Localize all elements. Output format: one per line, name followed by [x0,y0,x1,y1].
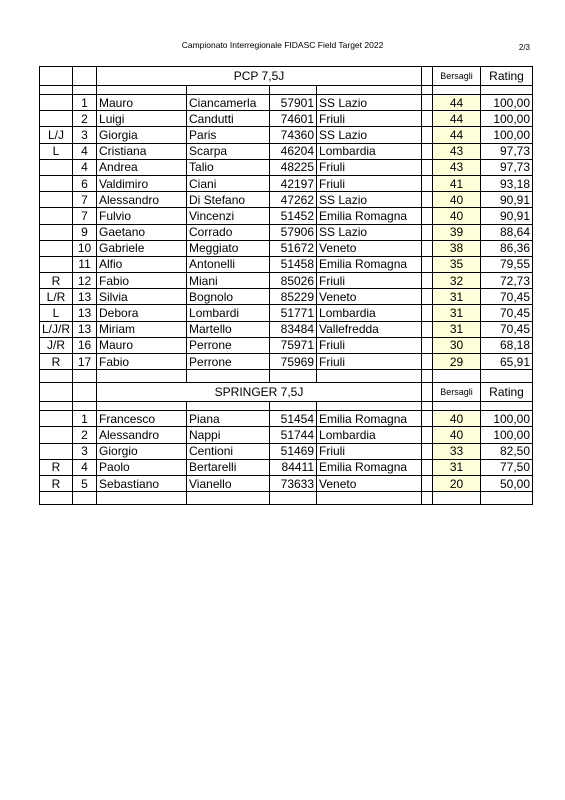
result-row [40,143,533,159]
category-cell: L [40,305,73,321]
last-name-cell: Vincenzi [187,208,270,224]
score-cell: 41 [433,175,481,191]
first-name-cell: Luigi [97,111,187,127]
empty-cell [433,86,481,95]
empty-cell [40,492,73,505]
empty-cell [73,370,97,383]
empty-cell [422,95,433,111]
first-name-cell: Sebastiano [97,475,187,491]
rating-cell: 90,91 [481,208,533,224]
rating-cell: 65,91 [481,354,533,370]
region-cell: SS Lazio [317,192,422,208]
license-number-cell: 57906 [270,224,317,240]
last-name-cell: Paris [187,127,270,143]
result-row [40,95,533,111]
region-cell: Friuli [317,443,422,459]
rating-cell: 86,36 [481,240,533,256]
empty-cell [422,443,433,459]
rating-cell: 70,45 [481,289,533,305]
empty-cell [422,86,433,95]
last-name-cell: Vianello [187,475,270,491]
empty-cell [40,67,73,86]
category-cell [40,427,73,443]
first-name-cell: Alfio [97,256,187,272]
first-name-cell: Giorgio [97,443,187,459]
category-cell [40,192,73,208]
region-cell: Veneto [317,475,422,491]
empty-row [40,86,533,95]
position-cell: 2 [73,111,97,127]
empty-cell [481,492,533,505]
empty-cell [422,321,433,337]
empty-cell [187,86,270,95]
empty-cell [97,492,187,505]
last-name-cell: Di Stefano [187,192,270,208]
empty-cell [422,192,433,208]
category-cell [40,256,73,272]
position-cell: 12 [73,273,97,289]
position-cell: 11 [73,256,97,272]
region-cell: Veneto [317,289,422,305]
last-name-cell: Perrone [187,354,270,370]
position-cell: 7 [73,208,97,224]
result-row [40,111,533,127]
empty-cell [422,256,433,272]
rating-header: Rating [481,67,533,86]
result-row [40,208,533,224]
empty-cell [73,86,97,95]
position-cell: 13 [73,321,97,337]
result-row [40,159,533,175]
last-name-cell: Bognolo [187,289,270,305]
result-row [40,127,533,143]
license-number-cell: 83484 [270,321,317,337]
category-cell: J/R [40,337,73,353]
position-cell: 2 [73,427,97,443]
first-name-cell: Andrea [97,159,187,175]
license-number-cell: 46204 [270,143,317,159]
empty-cell [97,86,187,95]
empty-cell [481,86,533,95]
license-number-cell: 51771 [270,305,317,321]
region-cell: Friuli [317,159,422,175]
last-name-cell: Ciani [187,175,270,191]
empty-cell [270,86,317,95]
last-name-cell: Meggiato [187,240,270,256]
score-cell: 29 [433,354,481,370]
empty-cell [422,289,433,305]
last-name-cell: Candutti [187,111,270,127]
position-cell: 9 [73,224,97,240]
rating-cell: 77,50 [481,459,533,475]
result-row [40,354,533,370]
category-cell: L [40,143,73,159]
region-cell: Friuli [317,175,422,191]
rating-cell: 90,91 [481,192,533,208]
category-cell [40,175,73,191]
empty-cell [422,240,433,256]
region-cell: Friuli [317,273,422,289]
license-number-cell: 42197 [270,175,317,191]
rating-cell: 100,00 [481,427,533,443]
last-name-cell: Piana [187,411,270,427]
empty-cell [422,337,433,353]
empty-cell [317,370,422,383]
empty-cell [270,370,317,383]
first-name-cell: Gaetano [97,224,187,240]
category-cell [40,208,73,224]
section-header-row [40,67,533,86]
result-row [40,256,533,272]
rating-cell: 79,55 [481,256,533,272]
rating-cell: 100,00 [481,411,533,427]
section-title: PCP 7,5J [97,67,422,86]
last-name-cell: Martello [187,321,270,337]
license-number-cell: 51744 [270,427,317,443]
empty-row [40,370,533,383]
position-cell: 3 [73,443,97,459]
empty-cell [422,411,433,427]
empty-cell [187,370,270,383]
position-cell: 13 [73,305,97,321]
empty-cell [422,224,433,240]
rating-cell: 50,00 [481,475,533,491]
first-name-cell: Alessandro [97,192,187,208]
last-name-cell: Antonelli [187,256,270,272]
region-cell: Emilia Romagna [317,411,422,427]
first-name-cell: Silvia [97,289,187,305]
position-cell: 4 [73,459,97,475]
empty-cell [422,475,433,491]
category-cell [40,95,73,111]
score-cell: 40 [433,427,481,443]
license-number-cell: 48225 [270,159,317,175]
position-cell: 4 [73,159,97,175]
license-number-cell: 51454 [270,411,317,427]
empty-cell [422,273,433,289]
bersagli-header: Bersagli [433,383,481,402]
section-title: SPRINGER 7,5J [97,383,422,402]
rating-cell: 70,45 [481,305,533,321]
result-row [40,443,533,459]
empty-cell [40,383,73,402]
empty-cell [422,175,433,191]
empty-cell [481,370,533,383]
rating-cell: 82,50 [481,443,533,459]
empty-cell [97,370,187,383]
first-name-cell: Francesco [97,411,187,427]
result-row [40,427,533,443]
first-name-cell: Mauro [97,337,187,353]
license-number-cell: 51452 [270,208,317,224]
category-cell: L/J/R [40,321,73,337]
position-cell: 6 [73,175,97,191]
last-name-cell: Ciancamerla [187,95,270,111]
last-name-cell: Lombardi [187,305,270,321]
region-cell: Emilia Romagna [317,256,422,272]
empty-cell [422,492,433,505]
empty-cell [422,143,433,159]
first-name-cell: Debora [97,305,187,321]
category-cell: R [40,459,73,475]
score-cell: 38 [433,240,481,256]
rating-cell: 100,00 [481,95,533,111]
position-cell: 16 [73,337,97,353]
category-cell [40,224,73,240]
empty-cell [433,492,481,505]
empty-cell [422,370,433,383]
result-row [40,192,533,208]
rating-cell: 70,45 [481,321,533,337]
region-cell: Friuli [317,111,422,127]
position-cell: 10 [73,240,97,256]
rating-cell: 72,73 [481,273,533,289]
empty-cell [73,383,97,402]
first-name-cell: Paolo [97,459,187,475]
rating-cell: 68,18 [481,337,533,353]
result-row [40,411,533,427]
score-cell: 40 [433,192,481,208]
empty-cell [422,159,433,175]
category-cell [40,443,73,459]
empty-cell [422,67,433,86]
score-cell: 32 [433,273,481,289]
score-cell: 20 [433,475,481,491]
first-name-cell: Mauro [97,95,187,111]
first-name-cell: Fabio [97,273,187,289]
last-name-cell: Perrone [187,337,270,353]
license-number-cell: 75969 [270,354,317,370]
empty-cell [40,86,73,95]
region-cell: Lombardia [317,305,422,321]
region-cell: SS Lazio [317,224,422,240]
result-row [40,240,533,256]
score-cell: 40 [433,411,481,427]
last-name-cell: Nappi [187,427,270,443]
position-cell: 17 [73,354,97,370]
first-name-cell: Valdimiro [97,175,187,191]
last-name-cell: Bertarelli [187,459,270,475]
empty-cell [40,370,73,383]
document-title: Campionato Interregionale FIDASC Field Target 2022 [181,40,384,50]
first-name-cell: Alessandro [97,427,187,443]
category-cell [40,240,73,256]
last-name-cell: Corrado [187,224,270,240]
empty-cell [187,492,270,505]
empty-cell [481,402,533,411]
region-cell: SS Lazio [317,95,422,111]
license-number-cell: 74601 [270,111,317,127]
category-cell [40,411,73,427]
empty-cell [433,402,481,411]
position-cell: 13 [73,289,97,305]
rating-cell: 97,73 [481,159,533,175]
rating-header: Rating [481,383,533,402]
region-cell: Emilia Romagna [317,208,422,224]
region-cell: Friuli [317,337,422,353]
empty-cell [422,354,433,370]
last-name-cell: Talio [187,159,270,175]
empty-cell [270,492,317,505]
license-number-cell: 74360 [270,127,317,143]
position-cell: 1 [73,95,97,111]
rating-cell: 97,73 [481,143,533,159]
position-cell: 5 [73,475,97,491]
empty-cell [422,427,433,443]
region-cell: Friuli [317,354,422,370]
license-number-cell: 84411 [270,459,317,475]
score-cell: 44 [433,127,481,143]
rating-cell: 100,00 [481,111,533,127]
license-number-cell: 73633 [270,475,317,491]
empty-cell [422,305,433,321]
empty-cell [73,402,97,411]
results-table [39,66,533,505]
first-name-cell: Giorgia [97,127,187,143]
empty-cell [422,127,433,143]
first-name-cell: Fabio [97,354,187,370]
region-cell: Lombardia [317,427,422,443]
category-cell: R [40,354,73,370]
category-cell [40,159,73,175]
first-name-cell: Cristiana [97,143,187,159]
empty-cell [433,370,481,383]
score-cell: 33 [433,443,481,459]
empty-row [40,492,533,505]
license-number-cell: 85229 [270,289,317,305]
score-cell: 31 [433,459,481,475]
position-cell: 3 [73,127,97,143]
category-cell: L/J [40,127,73,143]
position-cell: 7 [73,192,97,208]
rating-cell: 100,00 [481,127,533,143]
position-cell: 4 [73,143,97,159]
result-row [40,337,533,353]
result-row [40,175,533,191]
license-number-cell: 51672 [270,240,317,256]
first-name-cell: Gabriele [97,240,187,256]
score-cell: 43 [433,143,481,159]
license-number-cell: 57901 [270,95,317,111]
score-cell: 44 [433,111,481,127]
result-row [40,321,533,337]
region-cell: Vallefredda [317,321,422,337]
empty-cell [422,383,433,402]
result-row [40,475,533,491]
last-name-cell: Scarpa [187,143,270,159]
score-cell: 39 [433,224,481,240]
empty-cell [73,492,97,505]
score-cell: 31 [433,321,481,337]
score-cell: 44 [433,95,481,111]
rating-cell: 93,18 [481,175,533,191]
region-cell: Emilia Romagna [317,459,422,475]
empty-row [40,402,533,411]
empty-cell [317,492,422,505]
license-number-cell: 85026 [270,273,317,289]
rating-cell: 88,64 [481,224,533,240]
result-row [40,224,533,240]
region-cell: Veneto [317,240,422,256]
category-cell [40,111,73,127]
page-number: 2/3 [518,43,530,52]
score-cell: 31 [433,289,481,305]
category-cell: R [40,475,73,491]
empty-cell [97,402,187,411]
result-row [40,273,533,289]
empty-cell [422,111,433,127]
license-number-cell: 47262 [270,192,317,208]
empty-cell [317,402,422,411]
last-name-cell: Miani [187,273,270,289]
position-cell: 1 [73,411,97,427]
category-cell: L/R [40,289,73,305]
region-cell: Lombardia [317,143,422,159]
score-cell: 43 [433,159,481,175]
empty-cell [73,67,97,86]
last-name-cell: Centioni [187,443,270,459]
region-cell: SS Lazio [317,127,422,143]
score-cell: 35 [433,256,481,272]
empty-cell [187,402,270,411]
section-header-row [40,383,533,402]
score-cell: 30 [433,337,481,353]
empty-cell [317,86,422,95]
empty-cell [422,208,433,224]
category-cell: R [40,273,73,289]
result-row [40,289,533,305]
empty-cell [270,402,317,411]
first-name-cell: Fulvio [97,208,187,224]
empty-cell [422,402,433,411]
result-row [40,305,533,321]
score-cell: 40 [433,208,481,224]
license-number-cell: 51469 [270,443,317,459]
empty-cell [422,459,433,475]
result-row [40,459,533,475]
empty-cell [40,402,73,411]
first-name-cell: Miriam [97,321,187,337]
bersagli-header: Bersagli [433,67,481,86]
license-number-cell: 75971 [270,337,317,353]
score-cell: 31 [433,305,481,321]
license-number-cell: 51458 [270,256,317,272]
